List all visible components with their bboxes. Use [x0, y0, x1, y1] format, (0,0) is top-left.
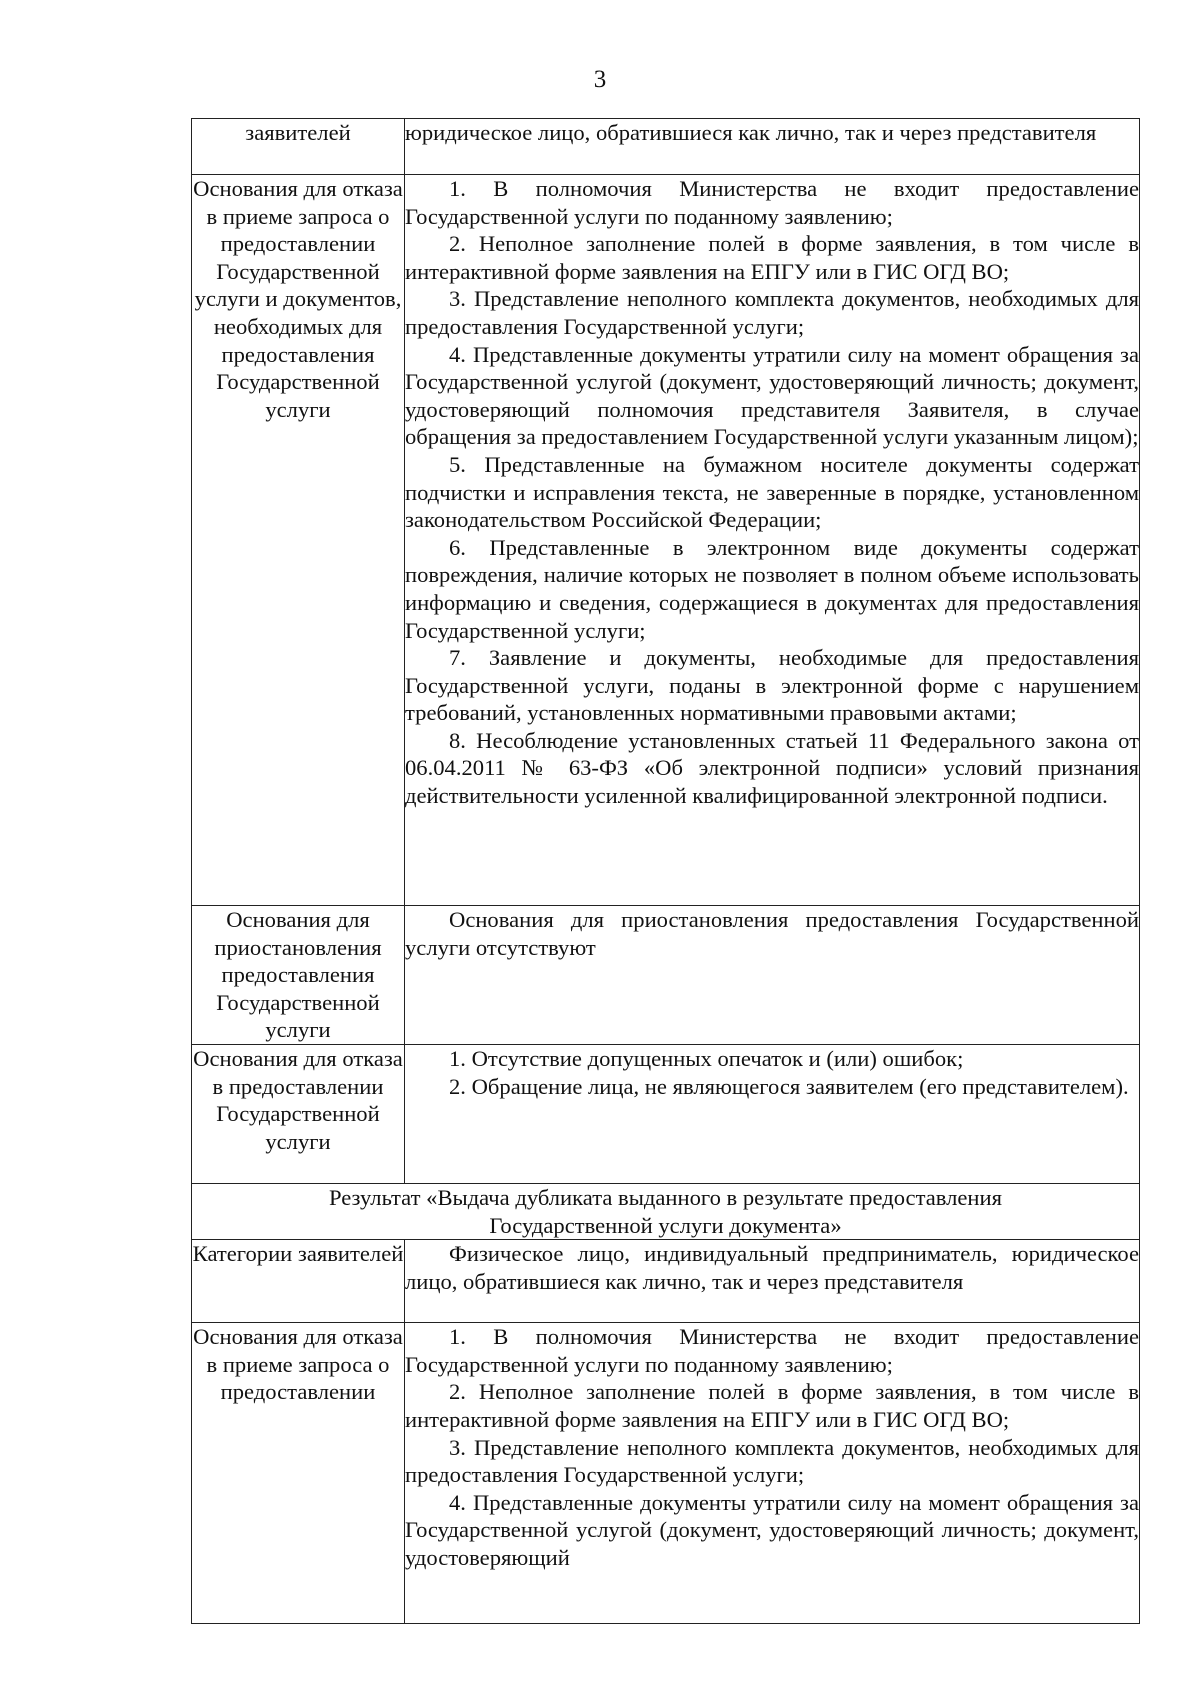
- row-label: Основания для отказа в приеме запроса о предоставлении: [192, 1323, 405, 1624]
- row-label: заявителей: [192, 119, 405, 175]
- paragraph: 2. Обращение лица, не являющегося заявителем (его представителем).: [449, 1073, 1129, 1099]
- table-row: [192, 906, 1140, 1045]
- table-row: [192, 1323, 1140, 1624]
- result-heading-line: Результат «Выдача дубликата выданного в результате предоставления: [328, 1184, 1003, 1210]
- paragraph: 2. Неполное заполнение полей в форме заявления, в том числе в интерактивной форме заявления на ЕПГУ или в ГИС ОГД ВО;: [405, 1379, 1139, 1432]
- table-row: [192, 1240, 1140, 1323]
- paragraph: 1. В полномочия Министерства не входит предоставление Государственной услуги по поданному заявлению;: [405, 176, 1139, 229]
- paragraph: 5. Представленные на бумажном носителе документы содержат подчистки и исправления текста, не заверенные в порядке, установленном законодательством Российской Федерации;: [405, 451, 1139, 533]
- table-row: [192, 1183, 1140, 1239]
- row-content: [405, 119, 1140, 175]
- table-row: [192, 175, 1140, 906]
- table-row: [192, 119, 1140, 175]
- paragraph: 6. Представленные в электронном виде документы содержат повреждения, наличие которых не позволяет в полном объеме использовать информацию и сведения, содержащиеся в документах для предоставления Государственной услуги;: [405, 534, 1139, 643]
- row-label: Основания для отказа в приеме запроса о предоставлении Государственной услуги и документов, необходимых для предоставления Государственной услуги: [192, 175, 405, 906]
- paragraph: 4. Представленные документы утратили силу на момент обращения за Государственной услугой (документ, удостоверяющий личность; документ, удостоверяющий полномочия представителя Заявителя, в случае обращения за предоставлением Государственной услуги указанным лицом);: [405, 341, 1139, 450]
- row-content: [405, 1323, 1140, 1624]
- paragraph: 4. Представленные документы утратили силу на момент обращения за Государственной услугой (документ, удостоверяющий личность; документ, удостоверяющий: [405, 1489, 1139, 1570]
- table-row: [192, 1044, 1140, 1183]
- row-content: [405, 1240, 1140, 1323]
- paragraph: 7. Заявление и документы, необходимые для предоставления Государственной услуги, поданы в электронной форме с нарушением требований, установленных нормативными правовыми актами;: [405, 645, 1139, 726]
- paragraph: юридическое лицо, обратившиеся как лично, так и через представителя: [405, 120, 1097, 145]
- paragraph: Основания для приостановления предоставления Государственной услуги отсутствуют: [405, 907, 1139, 960]
- row-label: Основания для отказа в предоставлении Государственной услуги: [192, 1044, 405, 1183]
- row-label: Основания для приостановления предоставления Государственной услуги: [192, 906, 405, 1045]
- row-content: [405, 906, 1140, 1045]
- paragraph: 3. Представление неполного комплекта документов, необходимых для предоставления Государственной услуги;: [405, 1434, 1139, 1488]
- row-label: Категории заявителей: [192, 1240, 405, 1323]
- paragraph: 8. Несоблюдение установленных статьей 11 Федерального закона от 06.04.2011 № 63-ФЗ «Об электронной подписи» условий признания действительности усиленной квалифицированной электронной подписи.: [405, 727, 1139, 809]
- paragraph: Физическое лицо, индивидуальный предприниматель, юридическое лицо, обратившиеся как лично, так и через представителя: [405, 1241, 1139, 1294]
- result-heading: [192, 1183, 1140, 1239]
- page-number: 3: [593, 66, 607, 93]
- row-content: [405, 1044, 1140, 1183]
- paragraph: 2. Неполное заполнение полей в форме заявления, в том числе в интерактивной форме заявления на ЕПГУ или в ГИС ОГД ВО;: [405, 231, 1139, 284]
- result-heading-line: Государственной услуги документа»: [489, 1212, 842, 1238]
- row-content: [405, 175, 1140, 906]
- paragraph: 1. Отсутствие допущенных опечаток и (или) ошибок;: [449, 1045, 964, 1071]
- regulation-table: [191, 118, 1140, 1624]
- paragraph: 3. Представление неполного комплекта документов, необходимых для предоставления Государственной услуги;: [405, 286, 1139, 339]
- paragraph: 1. В полномочия Министерства не входит предоставление Государственной услуги по поданному заявлению;: [405, 1324, 1139, 1377]
